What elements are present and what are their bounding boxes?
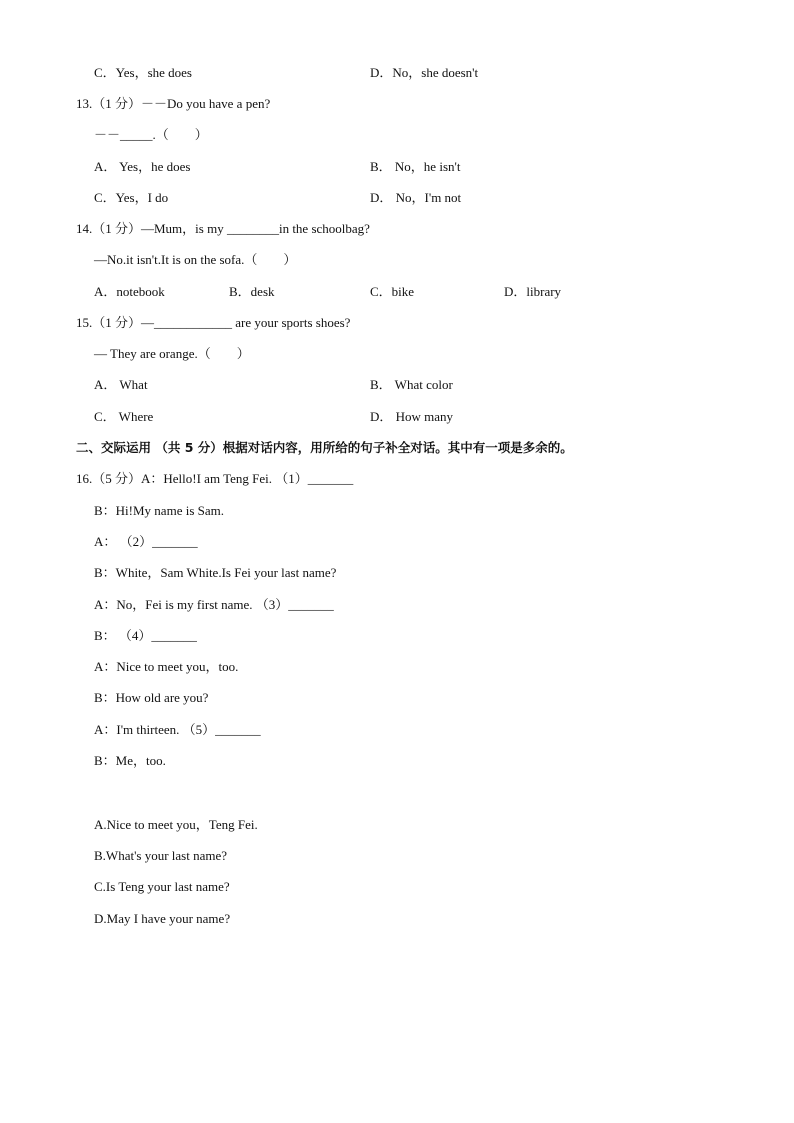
- dialogue-line: B：Hi!My name is Sam.: [94, 503, 224, 518]
- q15-option-b: B． What color: [370, 377, 453, 392]
- q14-option-c: C．bike: [370, 284, 415, 299]
- q13-answer-line: －－_____.（ ）: [94, 127, 208, 142]
- q14-option-a: A．notebook: [94, 284, 165, 299]
- dialogue-line: 16.（5 分）A：Hello!I am Teng Fei. （1）_______: [76, 471, 354, 486]
- dialogue-line: B：Me，too.: [94, 753, 166, 768]
- dialogue-line: A： （2）_______: [94, 534, 198, 549]
- q15-stem: 15.（1 分）—____________ are your sports shoes?: [76, 315, 351, 330]
- q13-option-d: D． No，I'm not: [370, 190, 462, 205]
- q13-stem: 13.（1 分）－－Do you have a pen?: [76, 96, 271, 111]
- q13-option-a: A． Yes，he does: [94, 159, 191, 174]
- q15-answer-line: — They are orange.（ ）: [94, 346, 250, 361]
- dialogue-line: B： （4）_______: [94, 628, 197, 643]
- q14-option-d: D．library: [504, 284, 562, 299]
- dialogue-line: A：I'm thirteen. （5）_______: [94, 722, 261, 737]
- dialogue-option-a: A.Nice to meet you，Teng Fei.: [94, 817, 258, 832]
- q14-option-b: B．desk: [229, 284, 275, 299]
- dialogue-line: A：No，Fei is my first name. （3）_______: [94, 597, 334, 612]
- dialogue-line: A：Nice to meet you，too.: [94, 659, 239, 674]
- q13-option-b: B． No，he isn't: [370, 159, 461, 174]
- section-heading: 二、交际运用 （共 5 分）根据对话内容，用所给的句子补全对话。其中有一项是多余的。: [76, 440, 573, 455]
- q14-answer-line: —No.it isn't.It is on the sofa.（ ）: [94, 252, 297, 267]
- q15-option-d: D． How many: [370, 409, 454, 424]
- q15-option-c: C． Where: [94, 409, 154, 424]
- q14-stem: 14.（1 分）—Mum，is my ________in the schoolbag?: [76, 221, 370, 236]
- dialogue-line: B：White，Sam White.Is Fei your last name?: [94, 565, 337, 580]
- dialogue-option-d: D.May I have your name?: [94, 911, 231, 926]
- q13-option-c: C．Yes，I do: [94, 190, 169, 205]
- q12-option-d: D．No，she doesn't: [370, 65, 479, 80]
- q12-option-c: C．Yes，she does: [94, 65, 192, 80]
- dialogue-line: B：How old are you?: [94, 690, 209, 705]
- dialogue-option-c: C.Is Teng your last name?: [94, 879, 230, 894]
- dialogue-option-b: B.What's your last name?: [94, 848, 228, 863]
- q15-option-a: A． What: [94, 377, 148, 392]
